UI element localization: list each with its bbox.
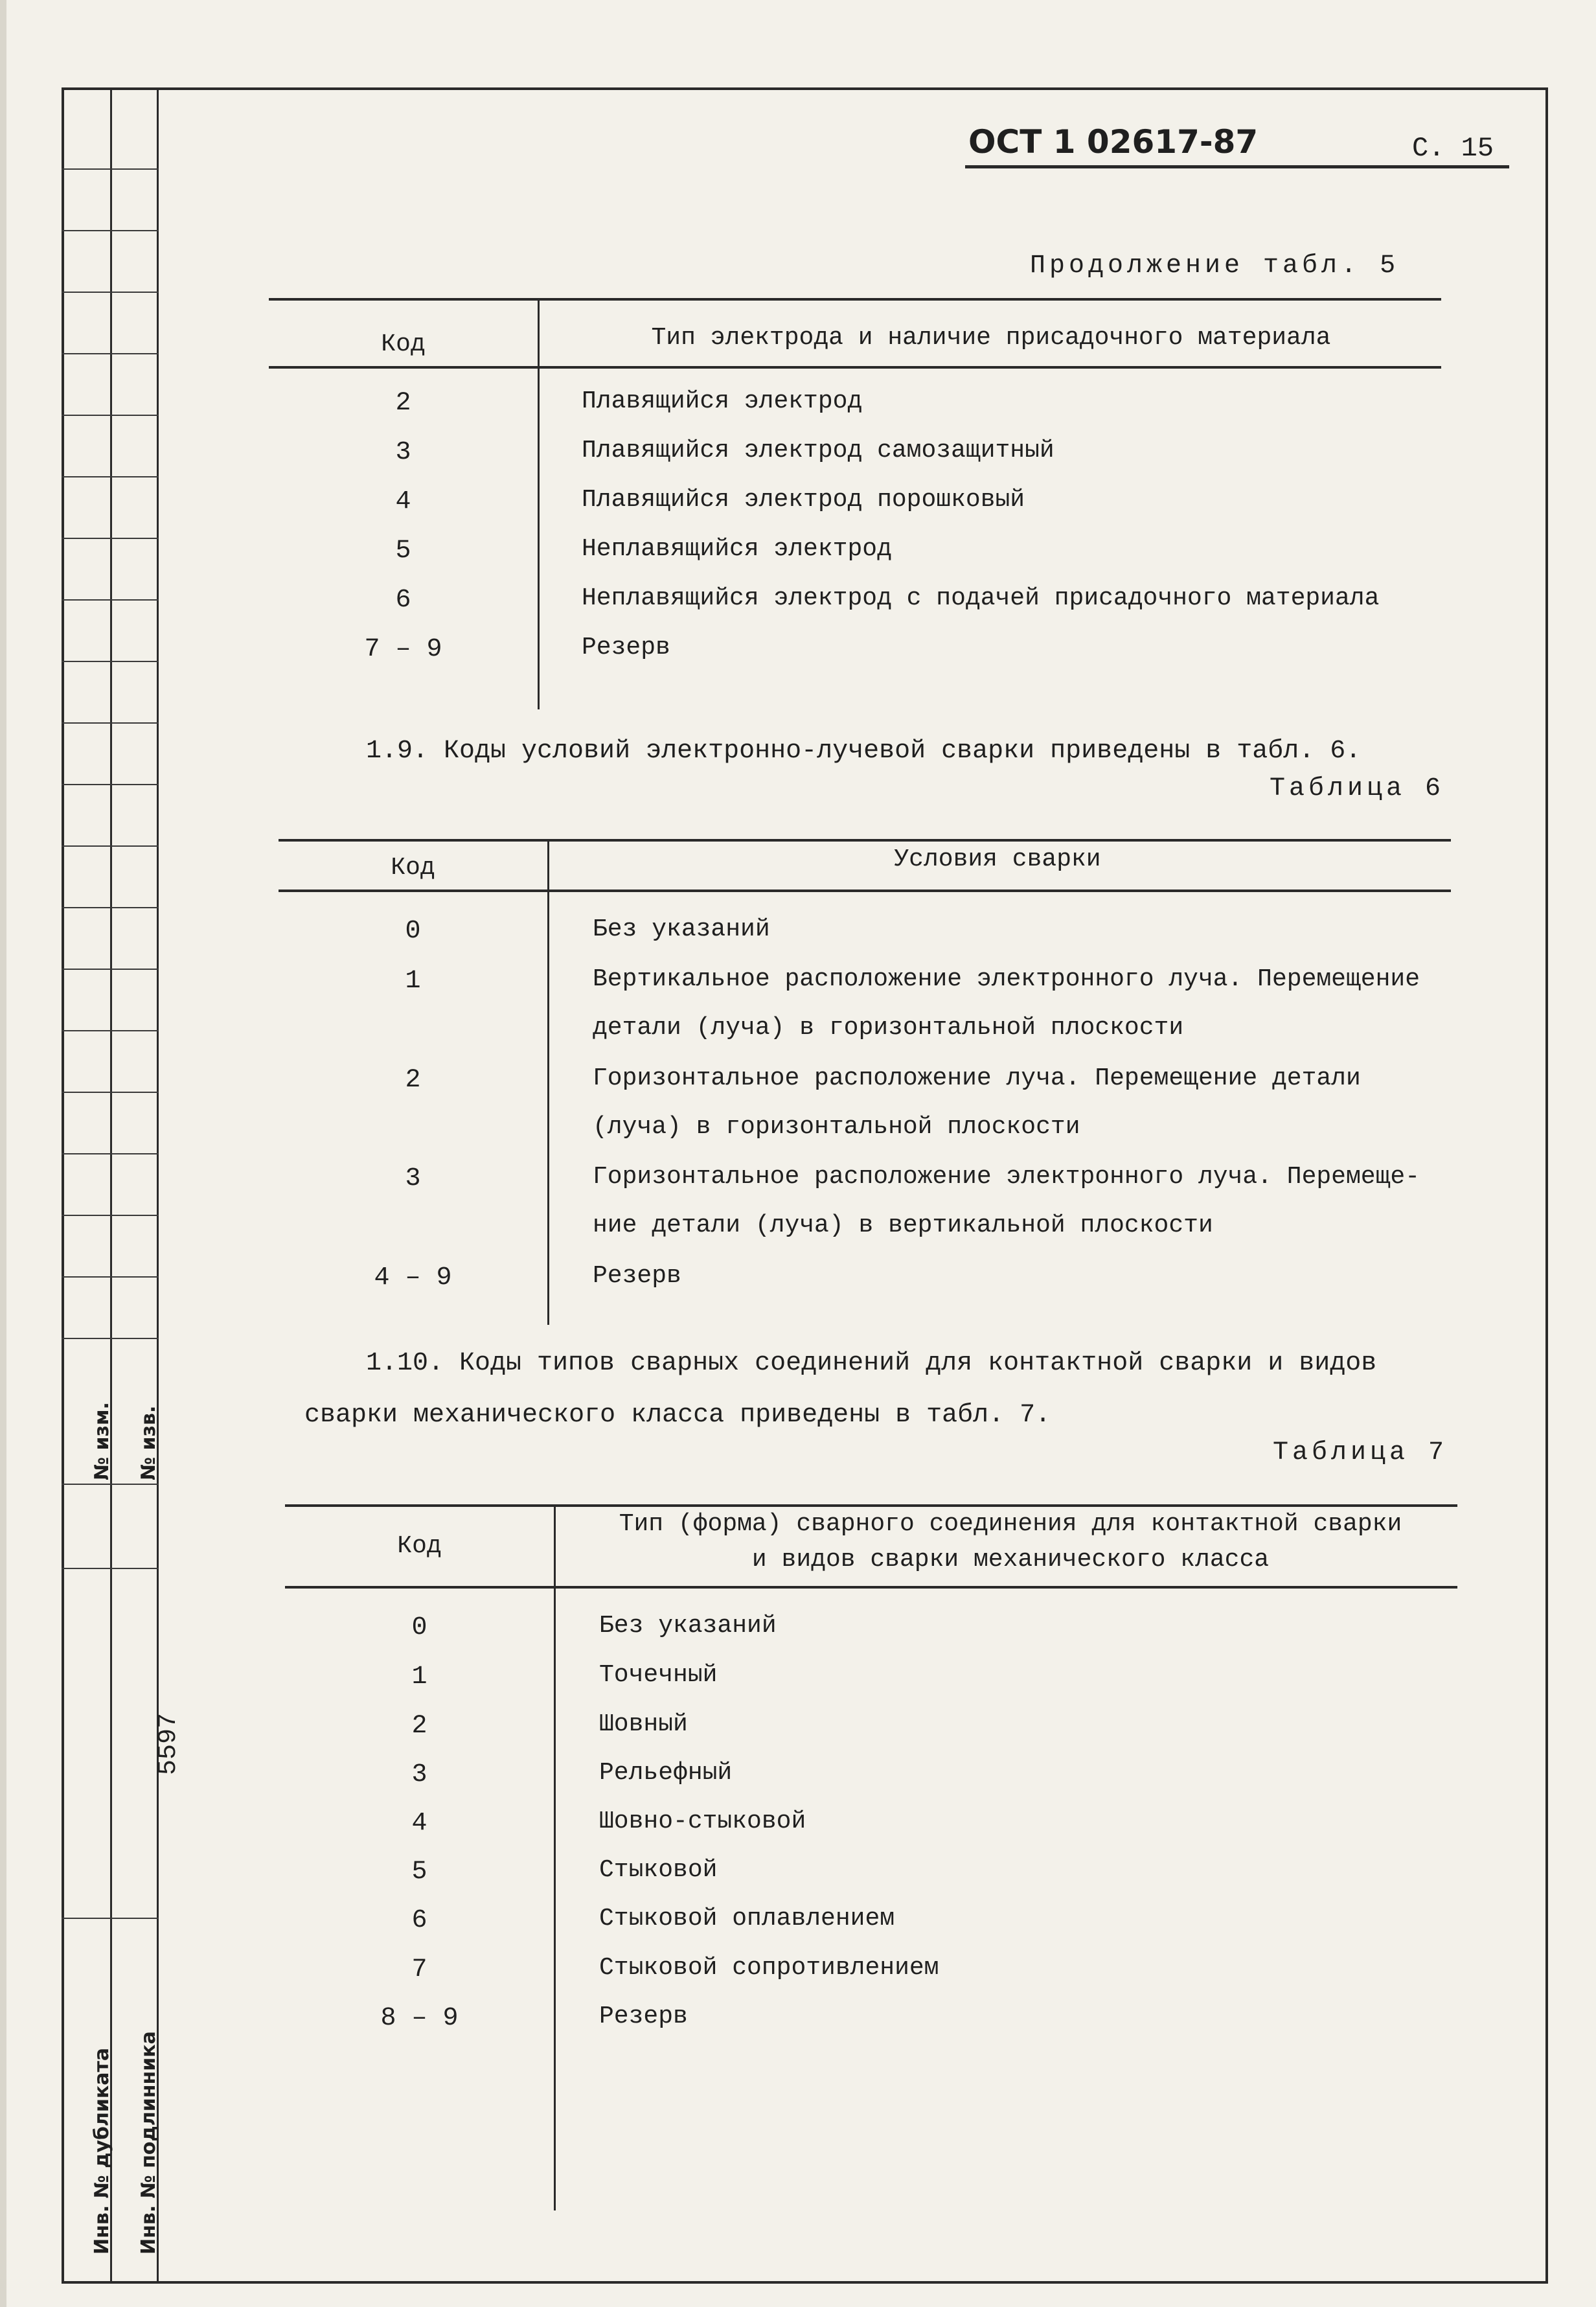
scan-edge — [0, 0, 6, 2307]
margin-inv-podl-label: Инв. № подлинника — [137, 2031, 160, 2255]
table6-header-desc: Условия сварки — [894, 845, 1101, 873]
table5-column-divider — [538, 298, 540, 709]
table-cell-desc: Стыковой — [599, 1856, 718, 1884]
margin-line — [62, 784, 159, 785]
margin-inventory-number: 5597 — [154, 1712, 183, 1775]
table5-header-desc: Тип электрода и наличие присадочного материала — [651, 324, 1331, 352]
header-rule — [965, 165, 1509, 168]
table7-header-rule — [285, 1586, 1457, 1589]
table-cell-desc: Резерв — [593, 1262, 681, 1290]
table7-header-desc-line1: Тип (форма) сварного соединения для контактной сварки — [619, 1510, 1402, 1538]
table-cell-code: 2 — [405, 1066, 421, 1095]
document-code: ОСТ 1 02617-87 — [968, 123, 1259, 161]
margin-line — [62, 599, 159, 601]
margin-no-izm-label: № изм. — [91, 1402, 113, 1480]
table7-header-desc-line2: и видов сварки механического класса — [751, 1546, 1270, 1574]
margin-line — [62, 168, 159, 170]
margin-column-divider — [110, 87, 112, 2284]
table-cell-code: 0 — [405, 917, 421, 946]
table-cell-desc: Без указаний — [599, 1612, 777, 1640]
margin-line — [62, 1276, 159, 1278]
table5-top-rule — [269, 298, 1441, 301]
table7-header-desc — [576, 1506, 1444, 1578]
table-cell-code: 0 — [411, 1613, 428, 1642]
margin-line — [62, 1484, 159, 1485]
paragraph-1-10: 1.10. Коды типов сварных соединений для контактной сварки и видов сварки механического класса приведены в табл. 7. — [304, 1349, 1377, 1430]
table-cell-code: 3 — [411, 1760, 428, 1789]
margin-line — [62, 230, 159, 231]
margin-line — [62, 1215, 159, 1216]
margin-line — [62, 292, 159, 293]
table-cell-code: 7 — [411, 1955, 428, 1984]
margin-line — [62, 1338, 159, 1339]
table-cell-code: 3 — [395, 438, 411, 467]
table5-caption: Продолжение табл. 5 — [1030, 251, 1400, 281]
table-cell-desc: Горизонтальное расположение луча. Перемещение детали (луча) в горизонтальной плоскости — [593, 1064, 1361, 1141]
table-cell-desc: Неплавящийся электрод с подачей присадочного материала — [582, 584, 1380, 612]
table6-caption: Таблица 6 — [1270, 774, 1445, 803]
table-cell-desc: Резерв — [599, 2003, 688, 2030]
table-cell-desc: Горизонтальное расположение электронного луча. Перемеще-ние детали (луча) в вертикальной плоскости — [593, 1163, 1420, 1239]
table5-header-code: Код — [381, 330, 426, 358]
table-cell-code: 2 — [395, 389, 411, 418]
table-cell-code: 5 — [395, 536, 411, 566]
table-cell-code: 7 – 9 — [364, 635, 442, 664]
table7-header-code: Код — [397, 1532, 442, 1560]
table6-column-divider — [547, 839, 549, 1325]
margin-line — [62, 907, 159, 908]
table-cell-code: 4 — [395, 487, 411, 516]
table-cell-code: 4 – 9 — [374, 1263, 452, 1292]
table6-top-rule — [279, 839, 1451, 842]
table-cell-desc: Неплавящийся электрод — [582, 535, 892, 563]
table-cell-desc: Плавящийся электрод — [582, 387, 863, 415]
margin-line — [62, 845, 159, 847]
table6-header-rule — [279, 890, 1451, 892]
margin-line — [62, 1092, 159, 1093]
table-cell-code: 5 — [411, 1857, 428, 1887]
table-cell-desc: Шовно-стыковой — [599, 1808, 806, 1835]
table7-caption: Таблица 7 — [1273, 1438, 1448, 1467]
table7-column-divider — [554, 1504, 556, 2210]
table-cell-desc: Рельефный — [599, 1759, 733, 1787]
margin-line — [62, 476, 159, 477]
table-cell-code: 1 — [411, 1662, 428, 1692]
margin-line — [62, 722, 159, 724]
table-cell-desc: Плавящийся электрод самозащитный — [582, 437, 1054, 465]
table-cell-desc: Стыковой оплавлением — [599, 1905, 895, 1933]
margin-line — [62, 661, 159, 662]
table-cell-code: 6 — [395, 586, 411, 615]
margin-line — [62, 1918, 159, 1919]
page-number: С. 15 — [1412, 133, 1494, 164]
margin-line — [62, 1568, 159, 1569]
table-cell-desc: Шовный — [599, 1710, 688, 1738]
table-cell-code: 6 — [411, 1906, 428, 1935]
table5-header-rule — [269, 366, 1441, 369]
margin-inv-dubl-label: Инв. № дубликата — [91, 2047, 113, 2255]
table-cell-desc: Точечный — [599, 1661, 718, 1689]
table6-header-code: Код — [391, 854, 435, 882]
margin-line — [62, 1153, 159, 1154]
table-cell-code: 8 – 9 — [380, 2004, 459, 2033]
margin-line — [62, 538, 159, 539]
table-cell-code: 2 — [411, 1712, 428, 1741]
table-cell-desc: Плавящийся электрод порошковый — [582, 486, 1025, 514]
margin-no-izv-label: № изв. — [137, 1405, 160, 1480]
margin-line — [62, 415, 159, 416]
margin-line — [62, 969, 159, 970]
table-cell-desc: Стыковой сопротивлением — [599, 1954, 939, 1982]
table-cell-code: 1 — [405, 967, 421, 996]
table-cell-desc: Вертикальное расположение электронного луча. Перемещение детали (луча) в горизонтальной плоскости — [593, 965, 1420, 1042]
paragraph-1-9: 1.9. Коды условий электронно-лучевой сварки приведены в табл. 6. — [366, 737, 1362, 766]
table-cell-code: 4 — [411, 1809, 428, 1838]
margin-line — [62, 1030, 159, 1031]
table-cell-desc: Резерв — [582, 634, 670, 661]
table-cell-desc: Без указаний — [593, 915, 770, 943]
table-cell-code: 3 — [405, 1164, 421, 1193]
margin-line — [62, 353, 159, 354]
